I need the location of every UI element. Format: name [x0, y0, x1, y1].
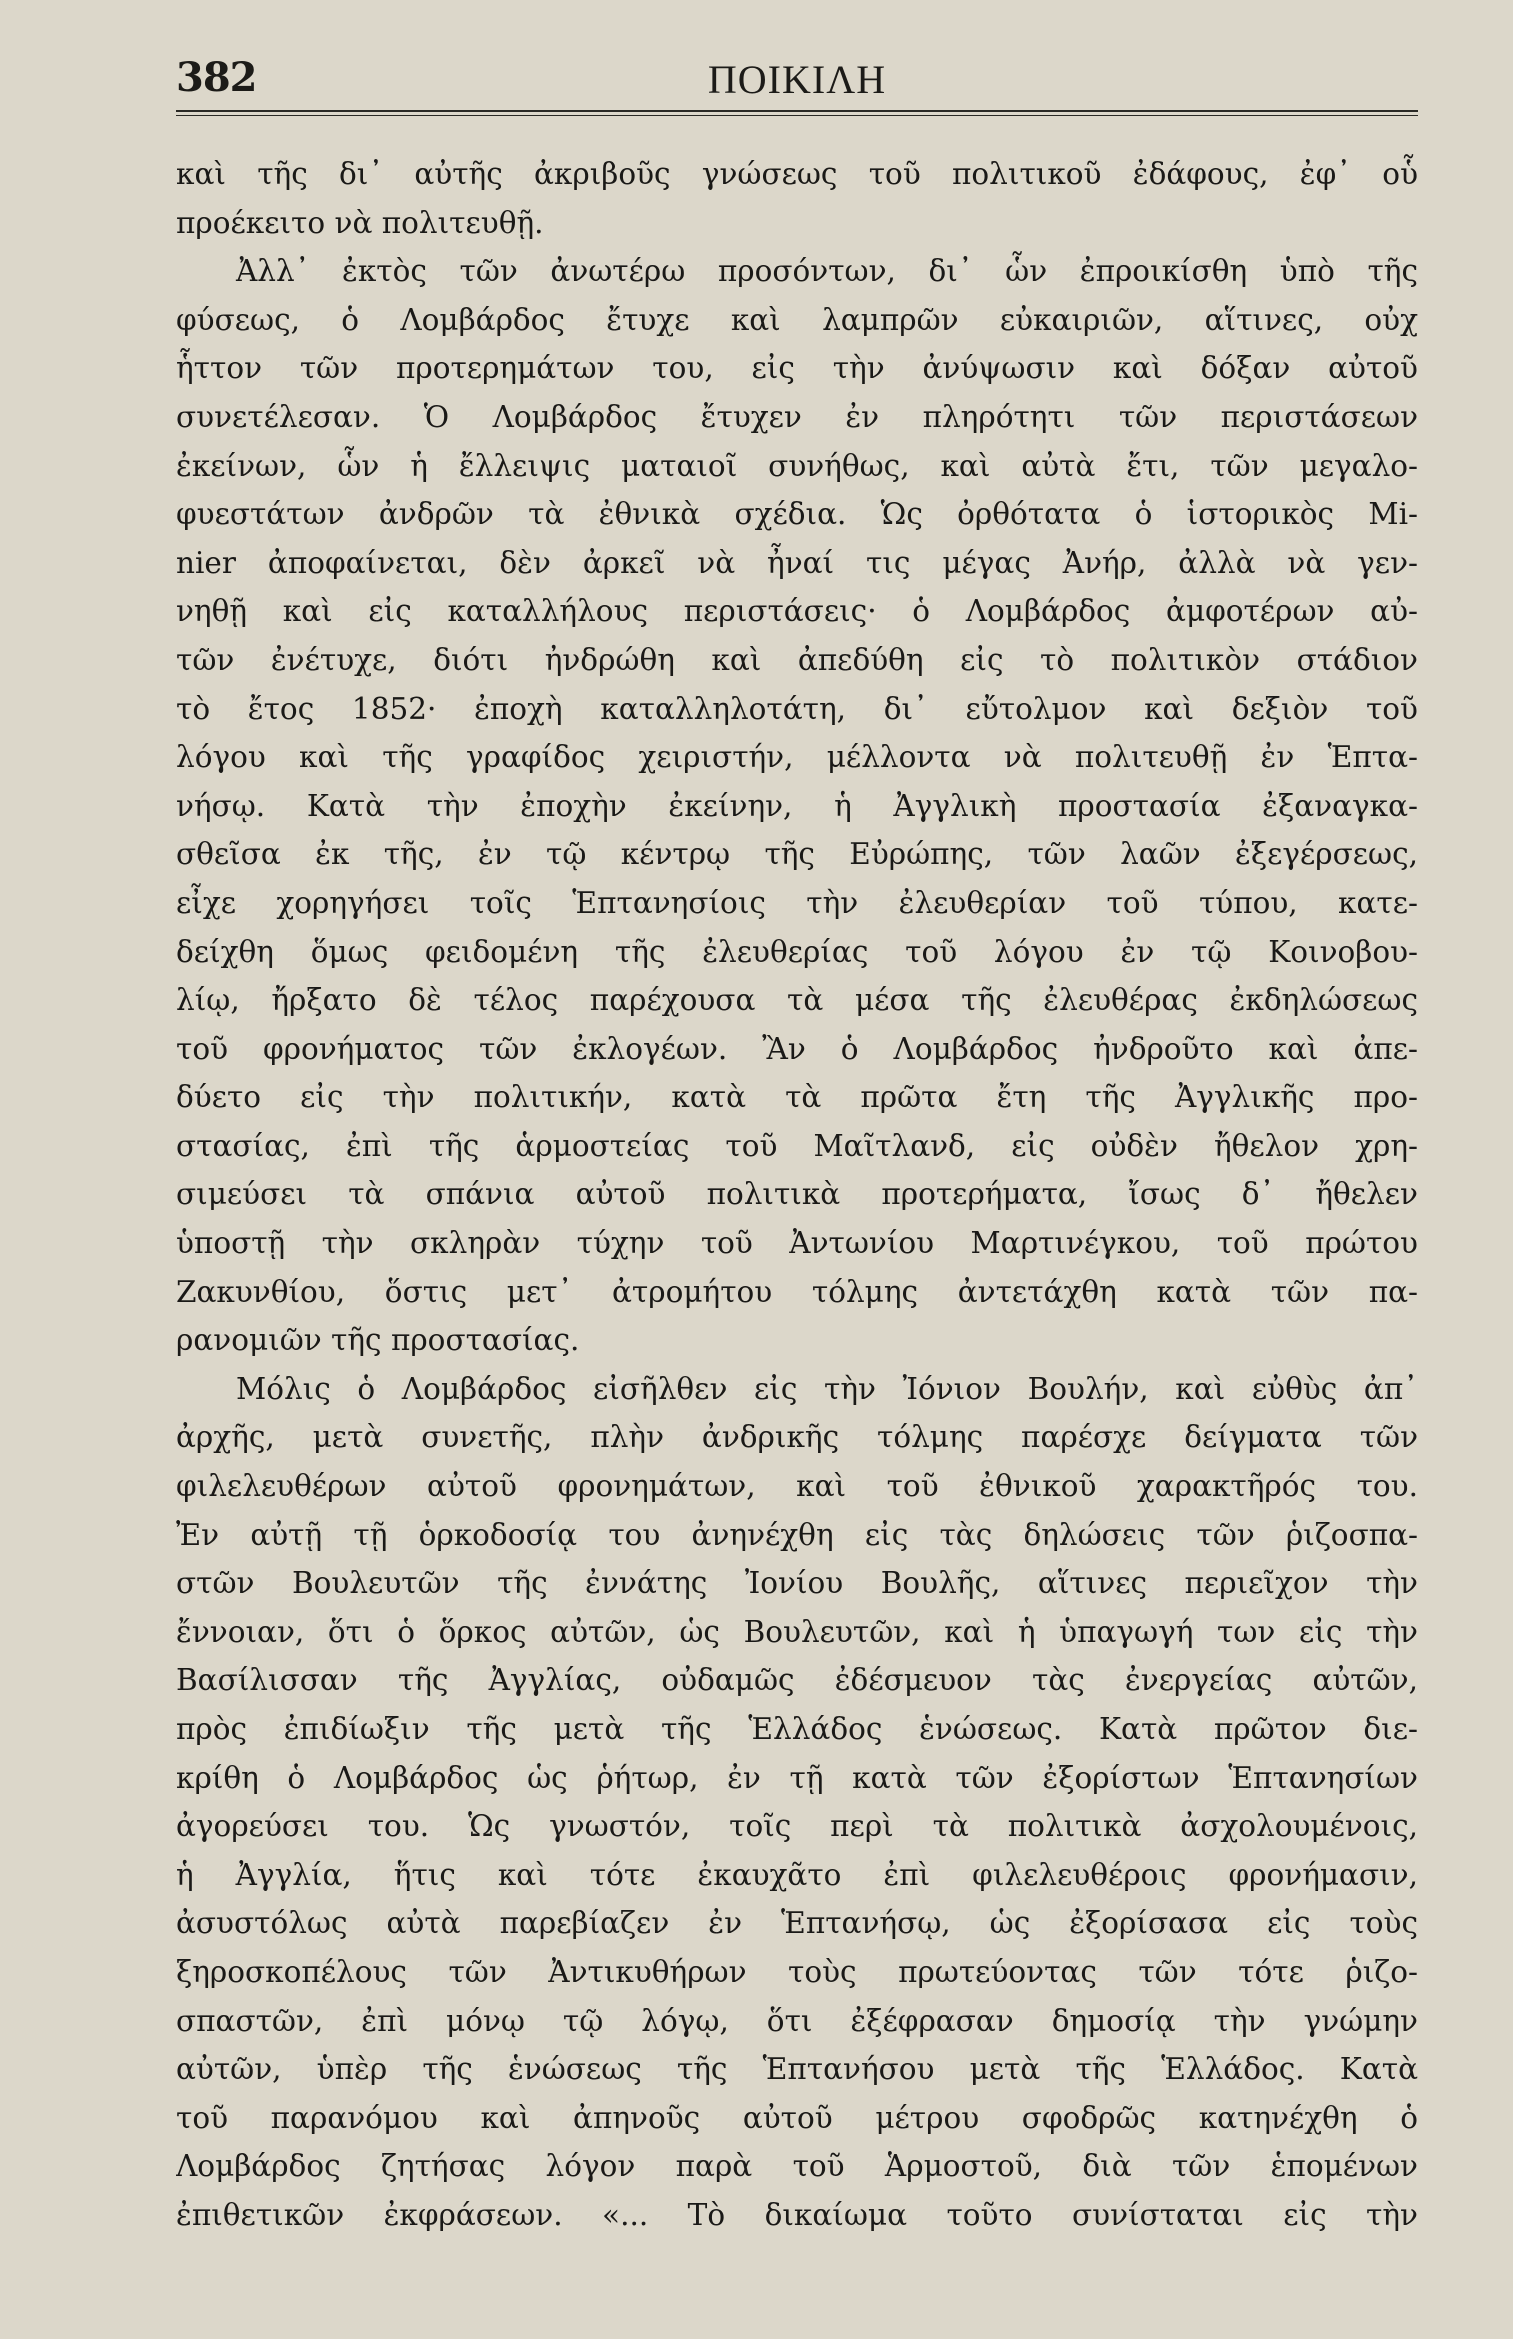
text-line: τοῦ παρανόμου καὶ ἀπηνοῦς αὐτοῦ μέτρου σφοδρῶς κατηνέχθη ὁ — [176, 2100, 1418, 2135]
running-head — [176, 50, 1418, 110]
header-rule — [176, 110, 1418, 116]
text-line: νήσῳ. Κατὰ τὴν ἐποχὴν ἐκείνην, ἡ Ἀγγλικὴ προστασία ἐξαναγκα- — [176, 788, 1418, 823]
text-line: ἧττον τῶν προτερημάτων του, εἰς τὴν ἀνύψωσιν καὶ δόξαν αὐτοῦ — [176, 351, 1418, 386]
text-line: ξηροσκοπέλους τῶν Ἀντικυθήρων τοὺς πρωτεύοντας τῶν τότε ῥιζο- — [176, 1954, 1418, 1989]
text-line: Βασίλισσαν τῆς Ἀγγλίας, οὐδαμῶς ἐδέσμευον τὰς ἐνεργείας αὐτῶν, — [176, 1663, 1418, 1698]
text-line: ὑποστῇ τὴν σκληρὰν τύχην τοῦ Ἀντωνίου Μαρτινέγκου, τοῦ πρώτου — [176, 1226, 1418, 1261]
text-line: λόγου καὶ τῆς γραφίδος χειριστήν, μέλλοντα νὰ πολιτευθῇ ἐν Ἑπτα- — [176, 740, 1418, 775]
text-line: τῶν ἐνέτυχε, διότι ἠνδρώθη καὶ ἀπεδύθη εἰς τὸ πολιτικὸν στάδιον — [176, 642, 1418, 677]
text-line: ἀρχῆς, μετὰ συνετῆς, πλὴν ἀνδρικῆς τόλμης παρέσχε δείγματα τῶν — [176, 1420, 1418, 1455]
text-line: εἶχε χορηγήσει τοῖς Ἑπτανησίοις τὴν ἐλευθερίαν τοῦ τύπου, κατε- — [176, 885, 1418, 920]
text-line: ρανομιῶν τῆς προστασίας. — [176, 1323, 580, 1358]
text-line: λίῳ, ἤρξατο δὲ τέλος παρέχουσα τὰ μέσα τῆς ἐλευθέρας ἐκδηλώσεως — [176, 983, 1418, 1018]
text-line: στῶν Βουλευτῶν τῆς ἐννάτης Ἰονίου Βουλῆς, αἵτινες περιεῖχον τὴν — [176, 1566, 1418, 1601]
page-number: 382 — [176, 54, 257, 101]
paragraph — [176, 150, 1418, 247]
text-line: κρίθη ὁ Λομβάρδος ὡς ῥήτωρ, ἐν τῇ κατὰ τῶν ἐξορίστων Ἑπτανησίων — [176, 1760, 1418, 1795]
text-line: αὐτῶν, ὑπὲρ τῆς ἑνώσεως τῆς Ἑπτανήσου μετὰ τῆς Ἑλλάδος. Κατὰ — [176, 2052, 1418, 2087]
text-line: τοῦ φρονήματος τῶν ἐκλογέων. Ἂν ὁ Λομβάρδος ἠνδροῦτο καὶ ἀπε- — [176, 1031, 1418, 1066]
text-line: ἔννοιαν, ὅτι ὁ ὅρκος αὐτῶν, ὡς Βουλευτῶν, καὶ ἡ ὑπαγωγή των εἰς τὴν — [176, 1614, 1418, 1649]
text-line: συνετέλεσαν. Ὁ Λομβάρδος ἔτυχεν ἐν πληρότητι τῶν περιστάσεων — [176, 399, 1418, 434]
body-text — [176, 150, 1418, 2240]
text-line: σιμεύσει τὰ σπάνια αὐτοῦ πολιτικὰ προτερήματα, ἴσως δ᾽ ἤθελεν — [176, 1177, 1418, 1212]
text-line: τὸ ἔτος 1852· ἐποχὴ καταλληλοτάτη, δι᾽ εὔτολμον καὶ δεξιὸν τοῦ — [176, 691, 1418, 726]
text-line: καὶ τῆς δι᾽ αὐτῆς ἀκριβοῦς γνώσεως τοῦ πολιτικοῦ ἐδάφους, ἐφ᾽ οὗ — [176, 157, 1418, 191]
text-line: ἐκείνων, ὧν ἡ ἔλλειψις ματαιοῖ συνήθως, καὶ αὐτὰ ἔτι, τῶν μεγαλο- — [176, 448, 1418, 483]
text-line: δείχθη ὅμως φειδομένη τῆς ἐλευθερίας τοῦ λόγου ἐν τῷ Κοινοβου- — [176, 934, 1418, 969]
text-line: ἐπιθετικῶν ἐκφράσεων. «... Τὸ δικαίωμα τοῦτο συνίσταται εἰς τὴν — [176, 2197, 1418, 2232]
text-line: Ἀλλ᾽ ἐκτὸς τῶν ἀνωτέρω προσόντων, δι᾽ ὧν ἐπροικίσθη ὑπὸ τῆς — [236, 254, 1418, 289]
text-line: nier ἀποφαίνεται, δὲν ἀρκεῖ νὰ ἦναί τις μέγας Ἀνήρ, ἀλλὰ νὰ γεν- — [176, 545, 1418, 580]
text-line: Ζακυνθίου, ὅστις μετ᾽ ἀτρομήτου τόλμης ἀντετάχθη κατὰ τῶν πα- — [176, 1274, 1418, 1309]
text-line: πρὸς ἐπιδίωξιν τῆς μετὰ τῆς Ἑλλάδος ἑνώσεως. Κατὰ πρῶτον διε- — [176, 1712, 1418, 1746]
paragraph — [176, 247, 1418, 1365]
text-line: φυεστάτων ἀνδρῶν τὰ ἐθνικὰ σχέδια. Ὡς ὀρθότατα ὁ ἱστορικὸς Mi- — [176, 497, 1418, 532]
text-line: δύετο εἰς τὴν πολιτικήν, κατὰ τὰ πρῶτα ἔτη τῆς Ἀγγλικῆς προ- — [176, 1080, 1418, 1115]
text-line: Μόλις ὁ Λομβάρδος εἰσῆλθεν εἰς τὴν Ἰόνιον Βουλήν, καὶ εὐθὺς ἀπ᾽ — [236, 1371, 1418, 1406]
text-line: σθεῖσα ἐκ τῆς, ἐν τῷ κέντρῳ τῆς Εὐρώπης, τῶν λαῶν ἐξεγέρσεως, — [176, 837, 1418, 872]
text-line: προέκειτο νὰ πολιτευθῇ. — [176, 205, 544, 240]
text-line: ἡ Ἀγγλία, ἥτις καὶ τότε ἐκαυχᾶτο ἐπὶ φιλελευθέροις φρονήμασιν, — [176, 1857, 1418, 1892]
text-line: στασίας, ἐπὶ τῆς ἁρμοστείας τοῦ Μαῖτλανδ, εἰς οὐδὲν ἤθελον χρη- — [176, 1128, 1418, 1163]
text-line: Ἐν αὐτῇ τῇ ὁρκοδοσίᾳ του ἀνηνέχθη εἰς τὰς δηλώσεις τῶν ῥιζοσπα- — [176, 1517, 1418, 1552]
text-line: φιλελευθέρων αὐτοῦ φρονημάτων, καὶ τοῦ ἐθνικοῦ χαρακτῆρός του. — [176, 1469, 1418, 1504]
text-line: Λομβάρδος ζητήσας λόγον παρὰ τοῦ Ἁρμοστοῦ, διὰ τῶν ἑπομένων — [176, 2149, 1418, 2184]
text-line: νηθῇ καὶ εἰς καταλλήλους περιστάσεις· ὁ Λομβάρδος ἀμφοτέρων αὐ- — [176, 594, 1418, 629]
paragraph — [176, 1365, 1418, 2240]
running-title: ΠΟΙΚΙΛΗ — [707, 57, 887, 102]
text-line: ἀσυστόλως αὐτὰ παρεβίαζεν ἐν Ἑπτανήσῳ, ὡς ἐξορίσασα εἰς τοὺς — [176, 1906, 1418, 1941]
text-line: σπαστῶν, ἐπὶ μόνῳ τῷ λόγῳ, ὅτι ἐξέφρασαν δημοσίᾳ τὴν γνώμην — [176, 2003, 1418, 2038]
text-line: ἀγορεύσει του. Ὡς γνωστόν, τοῖς περὶ τὰ πολιτικὰ ἀσχολουμένοις, — [176, 1809, 1418, 1844]
text-line: φύσεως, ὁ Λομβάρδος ἔτυχε καὶ λαμπρῶν εὐκαιριῶν, αἵτινες, οὐχ — [176, 302, 1418, 337]
